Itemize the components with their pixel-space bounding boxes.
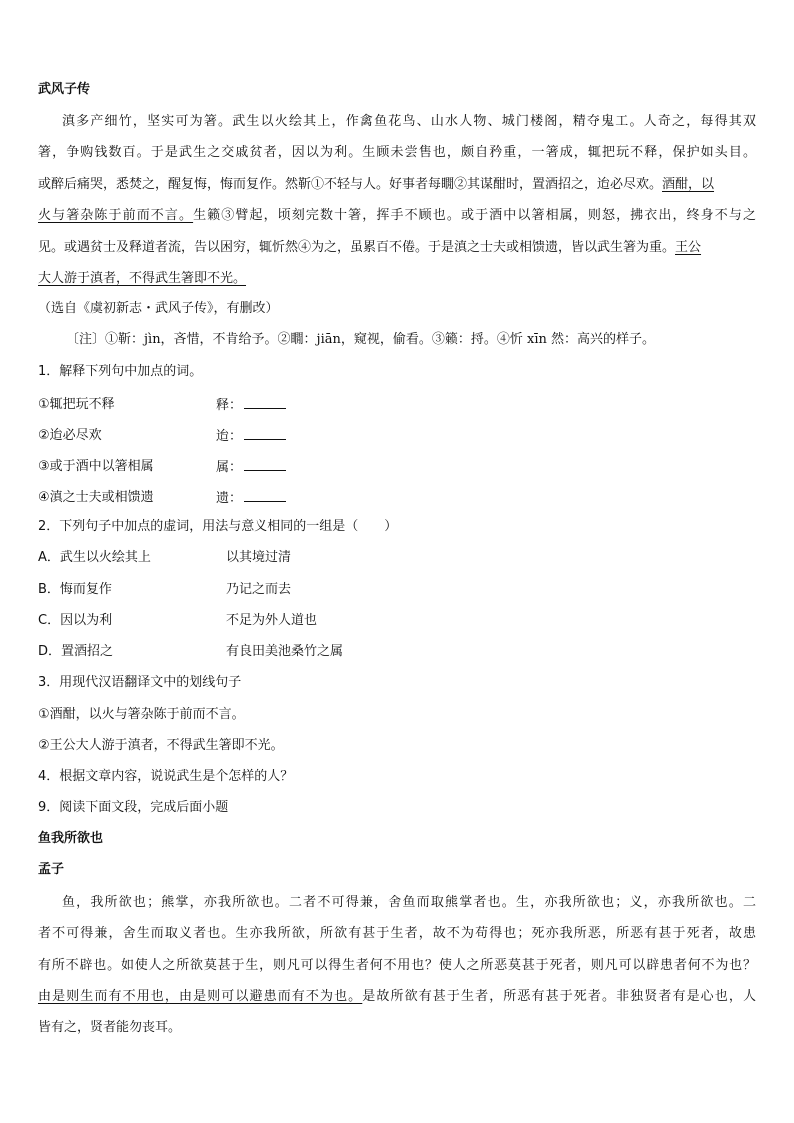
- question-9-stem: 9．阅读下面文段，完成后面小题: [38, 800, 229, 815]
- q2-option-c[interactable]: C．因以为利 不足为外人道也: [38, 613, 318, 628]
- q3-item: ①酒酣，以火与箸杂陈于前而不言。: [38, 707, 245, 722]
- passage-note: 〔注〕①靳：jìn，吝惜，不肯给予。②瞯：jiān，窥视，偷看。③籁：捋。④忻 xīn 然：高兴的样子。: [66, 332, 655, 347]
- question-4-stem: 4．根据文章内容，说说武生是个怎样的人？: [38, 769, 294, 784]
- passage2-line: 有所不辟也。如使人之所欲莫甚于生，则凡可以得生者何不用也？使人之所恶莫甚于死者，则凡可以辟患者何不为也？: [38, 958, 756, 973]
- passage2-title: 鱼我所欲也: [38, 831, 104, 846]
- underlined-sentence: 酒酣，以: [662, 177, 715, 192]
- passage-line: 箸，争购钱数百。于是武生之交戚贫者，因以为利。生顾未尝售也，颇自矜重，一箸成，辄把玩不释，保护如头目。: [38, 145, 756, 160]
- underlined-sentence: 大人游于滇者，不得武生箸即不光。: [38, 271, 247, 286]
- passage2-line: 鱼，我所欲也；熊掌，亦我所欲也。二者不可得兼，舍鱼而取熊掌者也。生，亦我所欲也；义，亦我所欲也。二: [62, 895, 756, 910]
- q1-item: ②迨必尽欢 迨：: [38, 427, 756, 445]
- passage2-line: 皆有之，贤者能勿丧耳。: [38, 1020, 182, 1035]
- q2-option-a[interactable]: A．武生以火绘其上 以其境过清: [38, 550, 292, 565]
- passage-text: 或醉后痛哭，悉焚之，醒复悔，悔而复作。然靳①不轻与人。好事者每瞯②其谋酣时，置酒招之，迨必尽欢。: [38, 177, 663, 192]
- passage-text: 生籁③臂起，顷刻完数十箸，挥手不顾也。或于酒中以箸相属，则怒，拂衣出，终身不与之: [193, 208, 756, 223]
- underlined-sentence: 由是则生而有不用也，由是则可以避患而有不为也。: [38, 989, 363, 1004]
- passage-line: [38, 239, 756, 257]
- passage-text: 是故所欲有甚于生者，所恶有甚于死者。非独贤者有是心也，人: [362, 989, 756, 1004]
- passage-line-underlined: [38, 207, 756, 225]
- question-1-stem: 1．解释下列句中加点的词。: [38, 364, 203, 379]
- q1-item: ①辄把玩不释 释：: [38, 396, 756, 414]
- question-2-stem: 2．下列句子中加点的虚词，用法与意义相同的一组是（ ）: [38, 519, 398, 534]
- answer-blank[interactable]: [244, 396, 286, 409]
- underlined-sentence: 王公: [675, 240, 702, 255]
- passage2-line: [38, 988, 756, 1006]
- passage2-author: 孟子: [38, 862, 65, 877]
- q2-option-b[interactable]: B．悔而复作 乃记之而去: [38, 582, 292, 597]
- q1-item: ④滇之士夫或相馈遗 遗：: [38, 489, 756, 507]
- passage-text: 见。或遇贫士及释道者流，告以困穷，辄忻然④为之，虽累百不倦。于是滇之士夫或相馈遗，皆以武生箸为重。: [38, 240, 676, 255]
- underlined-sentence: 火与箸杂陈于前而不言。: [38, 208, 194, 223]
- answer-blank[interactable]: [244, 427, 286, 440]
- answer-blank[interactable]: [244, 458, 286, 471]
- passage-line: [38, 176, 756, 194]
- question-3-stem: 3．用现代汉语翻译文中的划线句子: [38, 675, 242, 690]
- q3-item: ②王公大人游于滇者，不得武生箸即不光。: [38, 738, 284, 753]
- q2-option-d[interactable]: D．置酒招之 有良田美池桑竹之属: [38, 644, 344, 659]
- passage2-line: 者不可得兼，舍生而取义者也。生亦我所欲，所欲有甚于生者，故不为苟得也；死亦我所恶，所恶有甚于死者，故患: [38, 926, 756, 941]
- q1-item: ③或于酒中以箸相属 属：: [38, 458, 756, 476]
- passage-line: 滇多产细竹，坚实可为箸。武生以火绘其上，作禽鱼花鸟、山水人物、城门楼阁，精夺鬼工。人奇之，每得其双: [62, 114, 756, 129]
- answer-blank[interactable]: [244, 489, 286, 502]
- passage-source: （选自《虞初新志・武风子传》，有删改）: [38, 301, 279, 316]
- passage-title: 武风子传: [38, 82, 91, 97]
